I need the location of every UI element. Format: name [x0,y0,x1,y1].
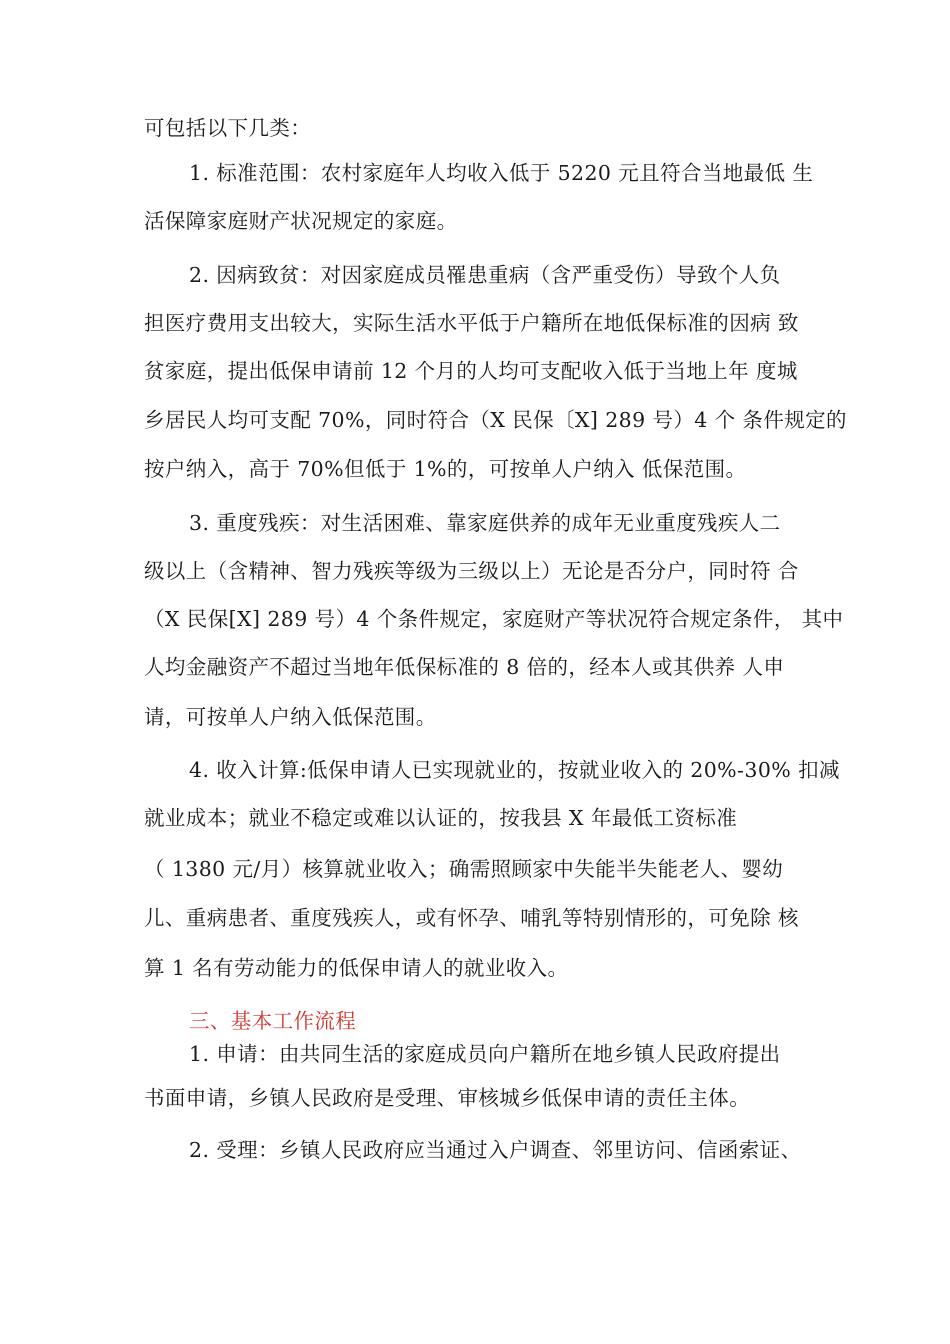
text-line: 请，可按单人户纳入低保范围。 [144,705,437,729]
text-line: 2. 受理：乡镇人民政府应当通过入户调查、邻里访问、信函索证、 [189,1138,802,1162]
text-line: 1. 申请：由共同生活的家庭成员向户籍所在地乡镇人民政府提出 [189,1042,781,1066]
text-line: 人均金融资产不超过当地年低保标准的 8 倍的，经本人或其供养 人申 [144,655,785,679]
text-line: 4. 收入计算:低保申请人已实现就业的，按就业收入的 20%-30% 扣减 [189,758,840,782]
text-line: 就业成本；就业不稳定或难以认证的，按我县 X 年最低工资标准 [144,806,738,830]
text-line: 儿、重病患者、重度残疾人，或有怀孕、哺乳等特别情形的，可免除 核 [144,906,799,930]
text-line: 2. 因病致贫：对因家庭成员罹患重病（含严重受伤）导致个人负 [189,263,781,287]
text-line: 担医疗费用支出较大，实际生活水平低于户籍所在地低保标准的因病 致 [144,311,799,335]
text-line: 1. 标准范围：农村家庭年人均收入低于 5220 元且符合当地最低 生 [189,161,814,185]
text-line: 可包括以下几类： [144,116,312,140]
text-line: 3. 重度残疾：对生活困难、靠家庭供养的成年无业重度残疾人二 [189,511,781,535]
text-line: （X 民保[X] 289 号）4 个条件规定，家庭财产等状况符合规定条件， 其中 [144,607,844,631]
text-line: 书面申请，乡镇人民政府是受理、审核城乡低保申请的责任主体。 [144,1086,751,1110]
text-line: 活保障家庭财产状况规定的家庭。 [144,209,458,233]
text-line: 级以上（含精神、智力残疾等级为三级以上）无论是否分户，同时符 合 [144,559,799,583]
text-line: 按户纳入，高于 70%但低于 1%的，可按单人户纳入 低保范围。 [144,457,747,481]
section-heading: 三、基本工作流程 [189,1009,357,1033]
text-line: 贫家庭，提出低保申请前 12 个月的人均可支配收入低于当地上年 度城 [144,359,798,383]
text-line: 乡居民人均可支配 70%，同时符合（X 民保〔X] 289 号）4 个 条件规定的 [144,408,847,432]
text-line: 算 1 名有劳动能力的低保申请人的就业收入。 [144,956,569,980]
text-line: （ 1380 元/月）核算就业收入；确需照顾家中失能半失能老人、婴幼 [144,857,784,881]
